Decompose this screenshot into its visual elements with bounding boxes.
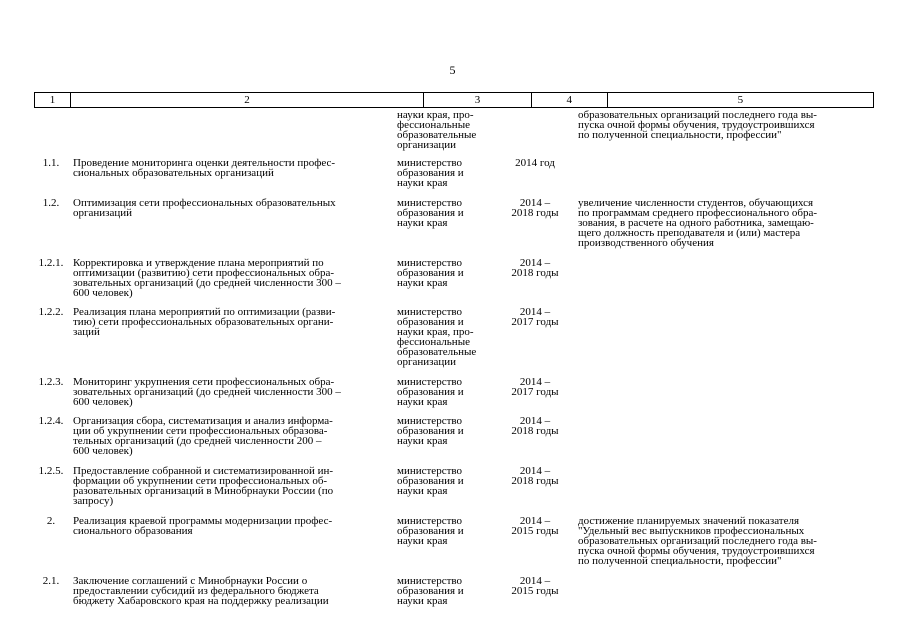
row-number: 1.2.2. bbox=[38, 306, 64, 318]
row-number: 1.2.3. bbox=[38, 376, 64, 388]
row-term: 2014 – 2018 годы bbox=[511, 465, 559, 487]
row-activity: Реализация плана мероприятий по оптимизации (разви- тию) сети профессиональных образовательных органи- заций bbox=[73, 306, 336, 338]
row-number: 2. bbox=[46, 515, 56, 527]
page-number: 5 bbox=[449, 63, 456, 77]
table-header bbox=[34, 92, 874, 108]
row-activity: Корректировка и утверждение плана мероприятий по оптимизации (развитию) сети профессиональных обра- зовательных организаций (до средней численности 300 – 600 человек) bbox=[73, 257, 341, 299]
row-term: 2014 – 2018 годы bbox=[511, 257, 559, 279]
row-number: 2.1. bbox=[42, 575, 60, 587]
row-activity: Реализация краевой программы модернизации профес- сионального образования bbox=[73, 515, 333, 537]
row-executor: министерство образования и науки края bbox=[397, 257, 464, 289]
row-number: 1.1. bbox=[42, 157, 60, 169]
header-col-1: 1 bbox=[35, 93, 71, 107]
row-number: 1.2. bbox=[42, 197, 60, 209]
row-executor: министерство образования и науки края bbox=[397, 376, 464, 408]
continuation-result: образовательных организаций последнего года вы- пуска очной формы обучения, трудоустроившихся по полученной специальности, профессии" bbox=[578, 109, 817, 141]
row-number: 1.2.4. bbox=[38, 415, 64, 427]
row-term: 2014 – 2018 годы bbox=[511, 197, 559, 219]
row-executor: министерство образования и науки края bbox=[397, 465, 464, 497]
row-result: достижение планируемых значений показателя "Удельный вес выпускников профессиональных образовательных организаций последнего года вы- пуска очной формы обучения, трудоустроившихся по полученной специальности, профессии" bbox=[578, 515, 817, 567]
row-term: 2014 – 2017 годы bbox=[511, 376, 559, 398]
row-activity: Проведение мониторинга оценки деятельности профес- сиональных образовательных организаций bbox=[73, 157, 336, 179]
row-number: 1.2.5. bbox=[38, 465, 64, 477]
row-term: 2014 год bbox=[515, 157, 555, 169]
row-number: 1.2.1. bbox=[38, 257, 64, 269]
row-term: 2014 – 2018 годы bbox=[511, 415, 559, 437]
row-activity: Заключение соглашений с Минобрнауки России о предоставлении субсидий из федерального бюджета бюджету Хабаровского края на поддержку реализации bbox=[73, 575, 329, 607]
row-executor: министерство образования и науки края, про- фессиональные образовательные организации bbox=[397, 306, 477, 368]
row-activity: Мониторинг укрупнения сети профессиональных обра- зовательных организаций (до средней численности 300 – 600 человек) bbox=[73, 376, 341, 408]
row-term: 2014 – 2015 годы bbox=[511, 515, 559, 537]
header-col-5: 5 bbox=[737, 94, 744, 106]
header-col-3: 3 bbox=[424, 93, 532, 107]
continuation-executor: науки края, про- фессиональные образовательные организации bbox=[397, 109, 477, 151]
row-activity: Оптимизация сети профессиональных образовательных организаций bbox=[73, 197, 336, 219]
row-activity: Предоставление собранной и систематизированной ин- формации об укрупнении сети профессиональных об- разовательных организаций в Минобрнауки России (по запросу) bbox=[73, 465, 334, 507]
header-col-4: 4 bbox=[532, 93, 608, 107]
row-executor: министерство образования и науки края bbox=[397, 415, 464, 447]
row-term: 2014 – 2015 годы bbox=[511, 575, 559, 597]
row-term: 2014 – 2017 годы bbox=[511, 306, 559, 328]
row-executor: министерство образования и науки края bbox=[397, 515, 464, 547]
header-col-2: 2 bbox=[71, 93, 424, 107]
row-executor: министерство образования и науки края bbox=[397, 157, 464, 189]
row-result: увеличение численности студентов, обучающихся по программам среднего профессионального обра- зования, в расчете на одного работника, замещаю- щего должность преподавателя и (или) мастера производственного обучения bbox=[578, 197, 818, 249]
row-activity: Организация сбора, систематизация и анализ информа- ции об укрупнении сети профессиональных образова- тельных организаций (до средней численности 200 – 600 человек) bbox=[73, 415, 333, 457]
row-executor: министерство образования и науки края bbox=[397, 575, 464, 607]
row-executor: министерство образования и науки края bbox=[397, 197, 464, 229]
